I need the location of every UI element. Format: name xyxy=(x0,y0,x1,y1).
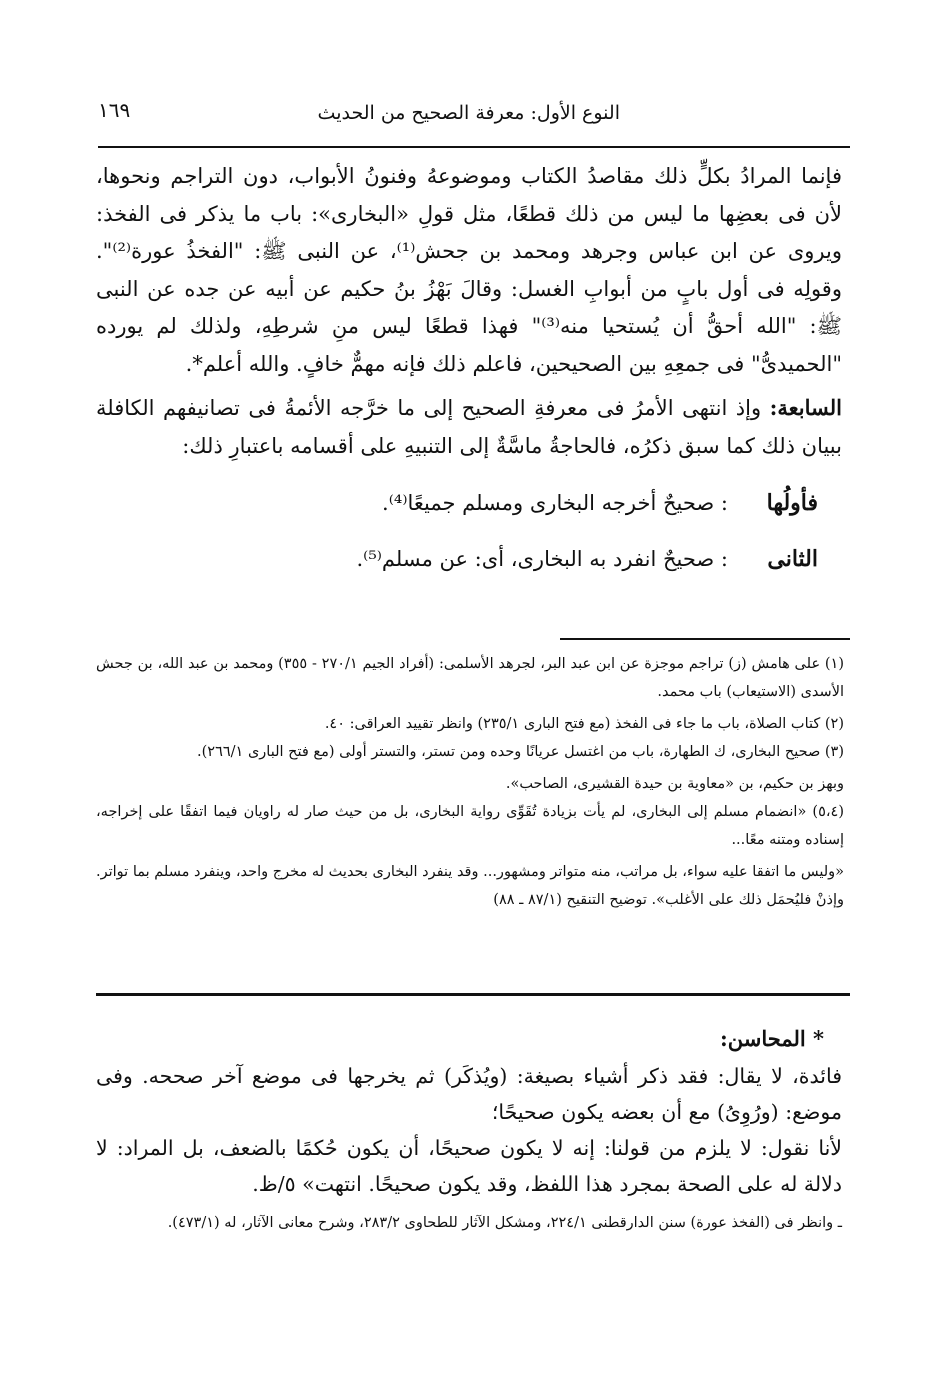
list-item xyxy=(96,475,842,531)
chapter-title: النوع الأول: معرفة الصحيح من الحديث xyxy=(317,102,620,124)
list-item-label: فأولُها xyxy=(766,490,818,516)
annotation-paragraph: لأنا نقول: لا يلزم من قولنا: إنه لا يكون صحيحًا، أن يكون حُكمًا بالضعف، بل المراد: لا دلالة له على الصحة بمجرد هذا اللفظ، وقد يكون صحيحًا. انتهت» ٥/ظ. xyxy=(96,1136,842,1196)
footnote: (١) على هامش (ز) تراجم موجزة عن ابن عبد البر، لجرهد الأسلمى: (أفراد الجيم ٢٧٠/١ - ٣٥٥) ومحمد بن عبد الله، بن جحش الأسدى (الاستيعاب) باب محمد. xyxy=(96,656,845,700)
section-text: وإذ انتهى الأمرُ فى معرفةِ الصحيح إلى ما خرَّجه الأئمةُ فى تصانيفهم الكافلة ببيان ذلك كما سبق ذكرُه، فالحاجةُ ماسَّةٌ إلى التنبيهِ على أقسامه باعتبارِ ذلك: xyxy=(96,396,842,458)
footnote: (٢) كتاب الصلاة، باب ما جاء فى الفخذ (مع فتح البارى ٢٣٥/١) وانظر تقييد العراقى: ٤٠. xyxy=(324,716,844,732)
section-paragraph xyxy=(96,389,842,465)
footnote: «وليس ما اتفقا عليه سواء، بل مراتب، منه متواتر ومشهور... وقد ينفرد البخارى بحديث له مخرج واحد، وينفرد مسلم بما تواتر. وإذنْ فليُحمَل ذلك على الأغلب». توضيح التنقيح (٨٧/١ ـ ٨٨) xyxy=(96,864,844,908)
footnote: (٥،٤) «انضمام مسلم إلى البخارى، لم يأت بزيادة تُقَوِّى رواية البخارى، بل من حيث صار له راويان فيما اتفقًا على إخراجه، إسناده ومتنه معًا... xyxy=(96,804,844,848)
main-paragraph: فإنما المرادُ بكلٍّ ذلك مقاصدُ الكتاب وموضوعهُ وفنونُ الأبواب، دون التراجم ونحوها، لأن فى بعضِها ما ليس من ذلك قطعًا، مثل قولِ «البخارى»: باب ما يذكر فى الفخذ: ويروى عن ابن عباس وجرهد ومحمد بن جحش⁽¹⁾، عن النبى ﷺ: "الفخذُ عورة⁽²⁾". وقولِه فى أول بابٍ من أبوابِ الغسل: وقالَ بَهْزُ بنُ حكيم عن أبيه عن جده عن النبى ﷺ: "الله أحقُّ أن يُستحيا منه⁽³⁾" فهذا قطعًا ليس منِ شرطِهِ، ولذلك لم يورده "الحميدىُّ" فى جمعِهِ بين الصحيحين، فاعلم ذلك فإنه مهمٌّ خافٍ. والله أعلم*. xyxy=(96,164,842,376)
annotation-paragraph: فائدة، لا يقال: فقد ذكر أشياء بصيغة: (ويُذكَر) ثم يخرجها فى موضع آخر صححه. وفى موضع: (ورُوِىُ) مع أن بعضه يكون صحيحًا؛ xyxy=(96,1064,842,1124)
footnote: (٣) صحيح البخارى، ك الطهارة، باب من اغتسل عريانًا وحده ومن تستر، والتستر أولى (مع فتح البارى ٢٦٦/١). xyxy=(197,744,844,760)
section-label: السابعة: xyxy=(769,395,842,420)
annotation-block xyxy=(96,1020,842,1238)
footnote: وبهز بن حكيم، بن «معاوية بن حيدة القشيرى، الصاحب». xyxy=(505,776,844,792)
footnotes xyxy=(96,650,844,914)
section-divider xyxy=(96,993,850,996)
list-item-text: : صحيحٌ انفرد به البخارى، أى: عن مسلم⁽⁵⁾. xyxy=(356,547,728,571)
main-text xyxy=(96,158,842,587)
annotation-footnote: ـ وانظر فى (الفخذ عورة) سنن الدارقطنى ٢٢٤/١، ومشكل الآثار للطحاوى ٢٨٣/٢، وشرح معانى الآثار، له (٤٧٣/١). xyxy=(167,1215,842,1231)
list-item-text: : صحيحٌ أخرجه البخارى ومسلم جميعًا⁽⁴⁾. xyxy=(382,491,728,515)
page-number: ١٦٩ xyxy=(98,98,131,122)
division-list xyxy=(96,475,842,587)
list-item xyxy=(96,531,842,587)
header-rule xyxy=(98,146,850,148)
footnote-rule xyxy=(560,638,850,640)
running-header xyxy=(98,96,850,136)
list-item-label: الثانى xyxy=(767,546,818,572)
annotation-heading: * المحاسن: xyxy=(720,1026,824,1051)
